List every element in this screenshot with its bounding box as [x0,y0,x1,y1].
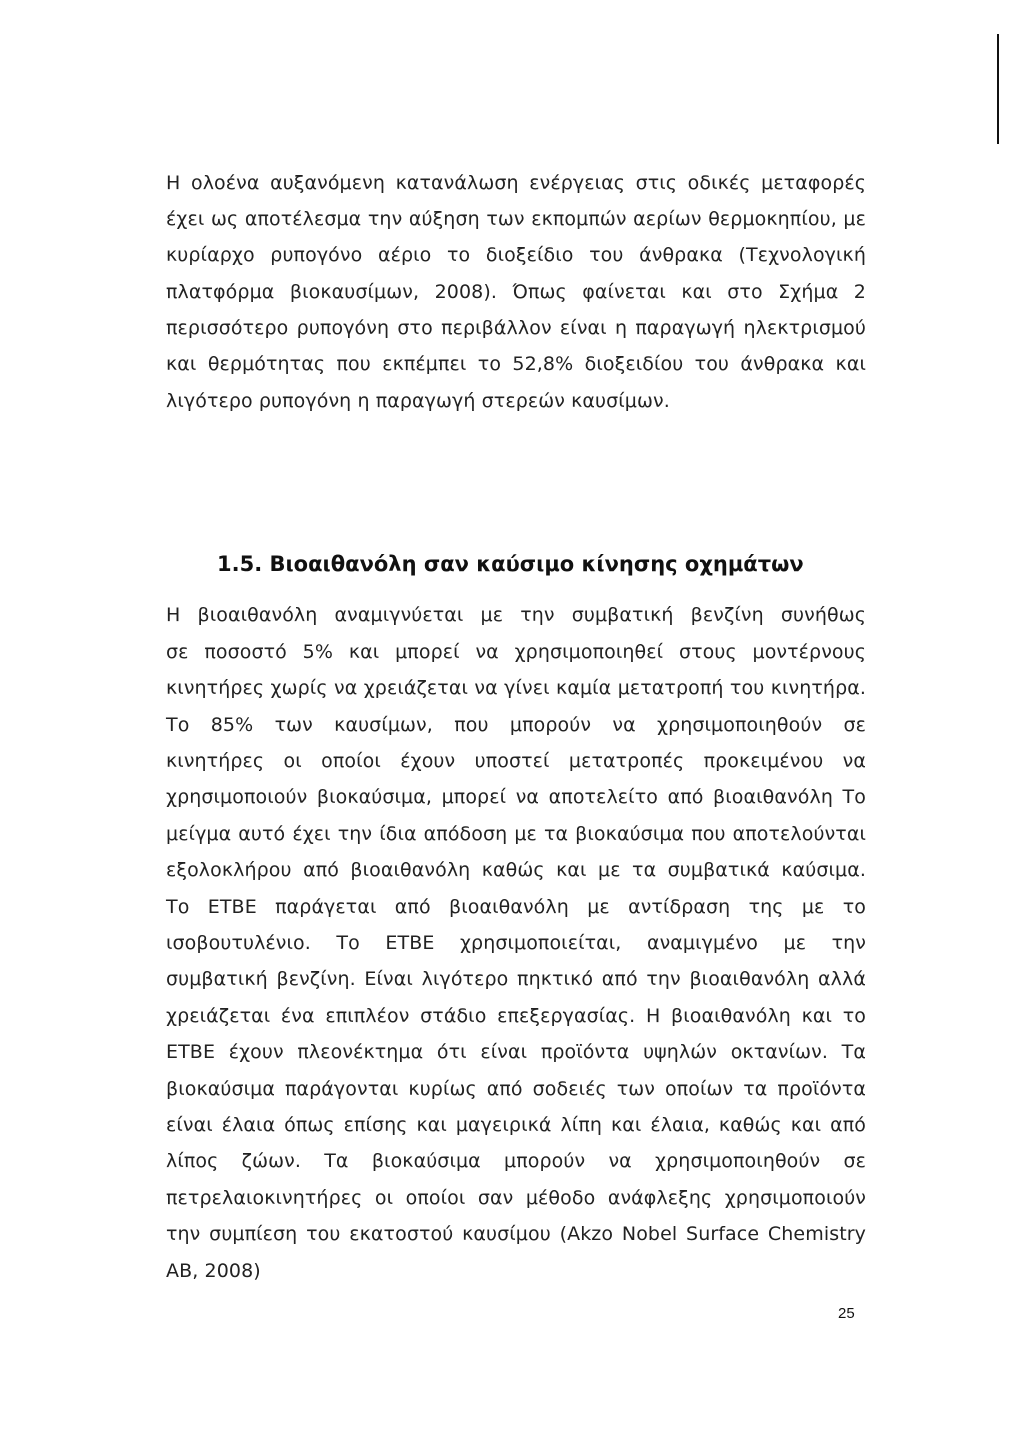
paragraph-2-line: κινητήρες χωρίς να χρειάζεται να γίνει καμία μετατροπή του κινητήρα. [166,677,866,699]
paragraph-1-line: πλατφόρμα βιοκαυσίμων, 2008). Όπως φαίνεται και στο Σχήμα 2 [166,281,866,303]
paragraph-2-line: βιοκαύσιμα παράγονται κυρίως από σοδειές των οποίων τα προϊόντα [166,1078,866,1100]
paragraph-2-line: AB, 2008) [166,1260,261,1282]
paragraph-2-line: ισοβουτυλένιο. Το ΕΤΒΕ χρησιμοποιείται, αναμιγμένο με την [166,932,866,954]
paragraph-2-line: σε ποσοστό 5% και μπορεί να χρησιμοποιηθεί στους μοντέρνους [166,641,866,663]
paragraph-2-line: λίπος ζώων. Τα βιοκαύσιμα μπορούν να χρησιμοποιηθούν σε [166,1150,866,1172]
paragraph-1-line: κυρίαρχο ρυπογόνο αέριο το διοξείδιο του άνθρακα (Τεχνολογική [166,244,866,266]
paragraph-1-line: λιγότερο ρυπογόνη η παραγωγή στερεών καυσίμων. [166,390,670,412]
paragraph-1-line: και θερμότητας που εκπέμπει το 52,8% διοξειδίου του άνθρακα και [166,353,866,375]
paragraph-2-line: μείγμα αυτό έχει την ίδια απόδοση με τα βιοκαύσιμα που αποτελούνται [166,823,866,845]
scan-edge-mark [997,34,999,144]
paragraph-2-line: Το ΕΤΒΕ παράγεται από βιοαιθανόλη με αντίδραση της με το [166,896,866,918]
paragraph-2-line: εξολοκλήρου από βιοαιθανόλη καθώς και με τα συμβατικά καύσιμα. [166,859,866,881]
paragraph-2-line: πετρελαιοκινητήρες οι οποίοι σαν μέθοδο ανάφλεξης χρησιμοποιούν [166,1187,866,1209]
paragraph-2-line: Η βιοαιθανόλη αναμιγνύεται με την συμβατική βενζίνη συνήθως [166,604,866,626]
paragraph-2-line: κινητήρες οι οποίοι έχουν υποστεί μετατροπές προκειμένου να [166,750,866,772]
paragraph-1-line: περισσότερο ρυπογόνη στο περιβάλλον είναι η παραγωγή ηλεκτρισμού [166,317,866,339]
paragraph-2-line: χρειάζεται ένα επιπλέον στάδιο επεξεργασίας. Η βιοαιθανόλη και το [166,1005,866,1027]
paragraph-2-line: ΕΤΒΕ έχουν πλεονέκτημα ότι είναι προϊόντα υψηλών οκτανίων. Τα [166,1041,866,1063]
paragraph-1-line: έχει ως αποτέλεσμα την αύξηση των εκπομπών αερίων θερμοκηπίου, με [166,208,866,230]
paragraph-1-line: Η ολοένα αυξανόμενη κατανάλωση ενέργειας στις οδικές μεταφορές [166,172,866,194]
paragraph-2-line: την συμπίεση του εκατοστού καυσίμου (Akzo Nobel Surface Chemistry [166,1223,866,1245]
paragraph-2-line: συμβατική βενζίνη. Είναι λιγότερο πηκτικό από την βιοαιθανόλη αλλά [166,968,866,990]
paragraph-2-line: χρησιμοποιούν βιοκαύσιμα, μπορεί να αποτελείτο από βιοαιθανόλη Το [166,786,866,808]
section-heading: 1.5. Βιοαιθανόλη σαν καύσιμο κίνησης οχημάτων [217,552,804,576]
paragraph-2-line: είναι έλαια όπως επίσης και μαγειρικά λίπη και έλαια, καθώς και από [166,1114,866,1136]
page-number: 25 [838,1305,855,1322]
paragraph-2-line: Το 85% των καυσίμων, που μπορούν να χρησιμοποιηθούν σε [166,714,866,736]
